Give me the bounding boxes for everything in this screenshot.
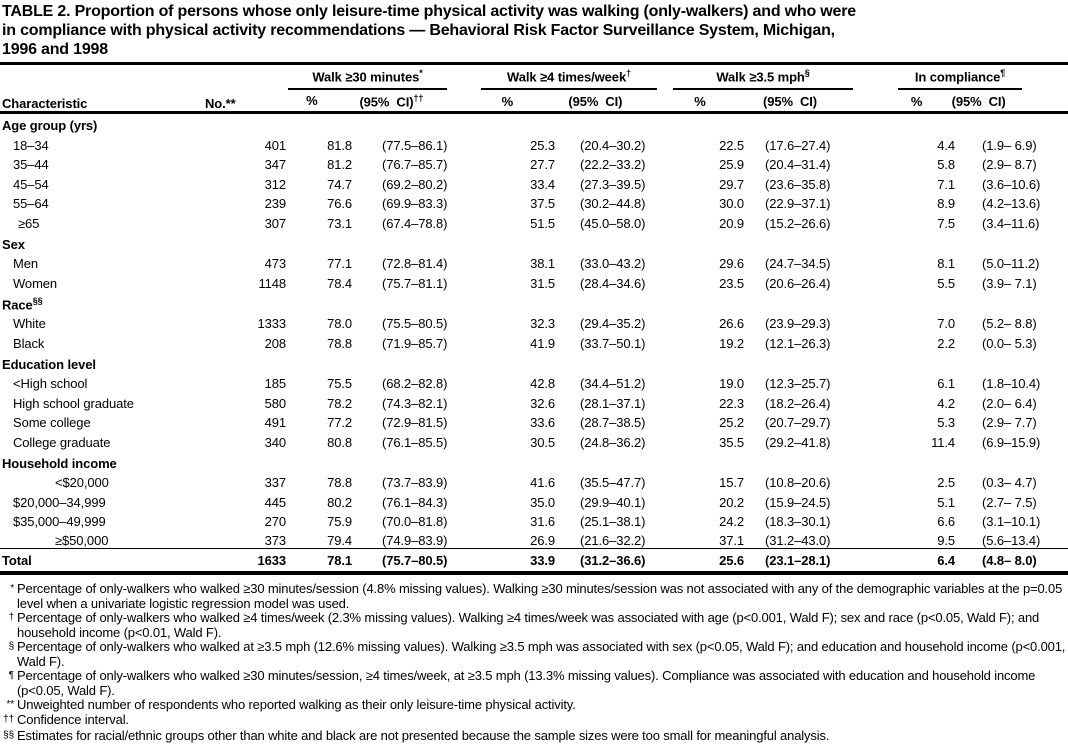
ci-value: (4.2–13.6) (982, 196, 1041, 212)
footnote-marker: †† (3, 714, 14, 726)
ci-value: (45.0–58.0) (580, 215, 646, 231)
percent-value: 20.9 (719, 215, 745, 231)
ci-value: (75.7–81.1) (382, 275, 448, 291)
ci-value: (3.1–10.1) (982, 514, 1041, 530)
percent-value: 41.9 (530, 335, 556, 351)
percent-value: 30.0 (719, 196, 745, 212)
ci-value: (74.3–82.1) (382, 395, 448, 411)
ci-value: (1.9– 6.9) (982, 137, 1037, 153)
percent-value: 79.4 (327, 533, 352, 549)
ci-value: (2.7– 7.5) (982, 494, 1037, 510)
percent-value: 77.1 (327, 256, 352, 272)
ci-value: (76.7–85.7) (382, 157, 448, 173)
ci-value: (29.2–41.8) (765, 434, 831, 450)
ci-value: (3.6–10.6) (982, 176, 1041, 192)
percent-value: 19.2 (719, 335, 745, 351)
percent-value: 8.9 (937, 196, 956, 212)
ci-value: (77.5–86.1) (382, 137, 448, 153)
table-row (0, 510, 1068, 530)
percent-value: 25.2 (719, 415, 745, 431)
row-label: Total (2, 552, 32, 568)
ci-value: (0.3– 4.7) (982, 475, 1037, 491)
footnotes (0, 580, 1068, 743)
percent-value: 22.3 (719, 395, 745, 411)
section-label: Household income (2, 455, 117, 471)
ci-value: (10.8–20.6) (765, 475, 831, 491)
sample-size: 580 (264, 395, 286, 411)
footnote (0, 640, 1068, 669)
footnote-ref: ¶ (1000, 68, 1006, 79)
ci-value: (24.7–34.5) (765, 256, 831, 272)
footnote-marker: * (10, 582, 14, 594)
footnote-marker: ** (6, 698, 14, 710)
percent-value: 11.4 (931, 434, 956, 450)
sample-size: 401 (264, 137, 286, 153)
section-label: Sex (2, 236, 25, 252)
row-label: Some college (13, 415, 91, 431)
footnote-marker: §§ (3, 729, 14, 741)
section-label: Age group (yrs) (2, 118, 98, 134)
percent-value: 9.5 (937, 533, 956, 549)
row-label: <High school (13, 376, 88, 392)
sample-size: 473 (264, 256, 286, 272)
ci-value: (20.6–26.4) (765, 275, 831, 291)
table-row (0, 271, 1068, 291)
percent-value: 15.7 (719, 475, 745, 491)
percent-header: % (306, 92, 318, 108)
footnote (0, 698, 1068, 714)
percent-value: 75.5 (327, 376, 352, 392)
empty-cell (0, 64, 205, 90)
sample-size: 307 (264, 215, 286, 231)
table-row (0, 529, 1068, 549)
footnote-marker: † (8, 611, 14, 623)
percent-value: 6.6 (937, 514, 956, 530)
row-label: White (13, 316, 46, 332)
table-title (0, 0, 1068, 59)
percent-value: 37.5 (530, 196, 556, 212)
empty-cell (205, 64, 288, 90)
section-header-row (0, 231, 1068, 252)
percent-value: 78.8 (327, 335, 352, 351)
ci-value: (28.7–38.5) (580, 415, 646, 431)
ci-value: (34.4–51.2) (580, 376, 646, 392)
percent-value: 5.8 (937, 157, 956, 173)
row-label: Women (13, 275, 58, 291)
footnote (0, 611, 1068, 640)
sub-header-row (0, 90, 1068, 113)
row-label: Black (13, 335, 45, 351)
ci-value: (5.0–11.2) (982, 256, 1040, 272)
table-row (0, 372, 1068, 392)
section-header-row (0, 291, 1068, 312)
ci-value: (75.7–80.5) (356, 549, 461, 573)
percent-value: 78.4 (327, 275, 352, 291)
characteristic-header: Characteristic (0, 90, 205, 113)
ci-value: (5.2– 8.8) (982, 316, 1037, 332)
sample-size: 491 (264, 415, 286, 431)
percent-header: % (910, 93, 923, 109)
percent-value: 4.4 (937, 137, 956, 153)
percent-value: 33.4 (530, 176, 556, 192)
ci-value: (71.9–85.7) (382, 335, 448, 351)
percent-value: 31.6 (530, 514, 556, 530)
percent-value: 5.5 (937, 275, 956, 291)
ci-value: (20.4–30.2) (580, 137, 646, 153)
footnote-ref: §§ (32, 295, 43, 306)
ci-value: (30.2–44.8) (580, 196, 646, 212)
table-row (0, 252, 1068, 272)
percent-header: % (694, 93, 706, 109)
ci-value: (20.4–31.4) (765, 157, 831, 173)
ci-value: (29.9–40.1) (580, 494, 646, 510)
title-line-3: 1996 and 1998 (2, 41, 108, 58)
percent-value: 32.6 (530, 395, 556, 411)
ci-value: (15.9–24.5) (765, 494, 831, 510)
percent-value: 2.2 (937, 335, 956, 351)
percent-value: 4.2 (937, 395, 956, 411)
percent-value: 6.4 (859, 549, 973, 573)
table-row (0, 471, 1068, 491)
sample-size: 312 (264, 176, 286, 192)
percent-value: 73.1 (327, 215, 352, 231)
row-label: 55–64 (13, 196, 49, 212)
percent-value: 29.6 (719, 256, 745, 272)
ci-value: (6.9–15.9) (982, 434, 1041, 450)
ci-value: (67.4–78.8) (382, 215, 448, 231)
ci-value: (31.2–43.0) (765, 533, 831, 549)
footnote-text: Estimates for racial/ethnic groups other than white and black are not presented because the sample sizes were too small for meaningful analysis. (17, 727, 830, 743)
title-line-2: in compliance with physical activity recommendations — Behavioral Risk Factor Surveillance System, Michigan, (2, 22, 835, 39)
no-header: No.** (205, 90, 288, 113)
ci-value: (12.3–25.7) (765, 376, 831, 392)
ci-value: (72.8–81.4) (382, 256, 448, 272)
table-row (0, 312, 1068, 332)
row-label: College graduate (13, 434, 111, 450)
ci-header: (95% CI) (763, 93, 818, 109)
percent-value: 30.5 (530, 434, 556, 450)
percent-value: 27.7 (530, 157, 556, 173)
percent-value: 33.9 (461, 549, 561, 573)
ci-value: (15.2–26.6) (765, 215, 831, 231)
ci-value: (23.9–29.3) (765, 316, 831, 332)
row-label: Men (13, 256, 38, 272)
footnote-text: Percentage of only-walkers who walked ≥30 minutes/session, ≥4 times/week, at ≥3.5 mph (13.3% missing values). Compliance was associated with education and household income (p<0.05, Wald F). (17, 667, 1036, 699)
table-row (0, 172, 1068, 192)
table-row (0, 490, 1068, 510)
section-label: Education level (2, 356, 96, 372)
ci-value: (28.4–34.6) (580, 275, 646, 291)
sample-size: 1148 (258, 275, 286, 291)
sample-size: 185 (264, 376, 286, 392)
table-row (0, 133, 1068, 153)
footnote-ref: †† (413, 92, 424, 103)
footnote-text: Unweighted number of respondents who reported walking as their only leisure-time physical activity. (17, 696, 576, 712)
percent-value: 38.1 (530, 256, 556, 272)
percent-value: 81.8 (327, 137, 352, 153)
percent-value: 51.5 (530, 215, 556, 231)
data-table (0, 62, 1068, 575)
percent-value: 78.8 (327, 475, 352, 491)
ci-value: (5.6–13.4) (982, 533, 1041, 549)
percent-value: 77.2 (327, 415, 352, 431)
row-label: $20,000–34,999 (13, 494, 106, 510)
sample-size: 270 (264, 514, 286, 530)
section-header-row (0, 351, 1068, 372)
ci-value: (35.5–47.7) (580, 475, 646, 491)
sample-size: 373 (264, 533, 286, 549)
percent-value: 7.5 (937, 215, 956, 231)
ci-value: (76.1–85.5) (382, 434, 448, 450)
ci-value: (70.0–81.8) (382, 514, 448, 530)
percent-value: 5.3 (937, 415, 956, 431)
ci-header: (95% CI) (951, 93, 1006, 109)
title-line-1: TABLE 2. Proportion of persons whose only leisure-time physical activity was walking (only-walkers) and who were (2, 3, 856, 20)
ci-value: (3.4–11.6) (982, 215, 1040, 231)
percent-value: 22.5 (719, 137, 745, 153)
ci-header: (95% CI) (568, 93, 623, 109)
ci-value: (25.1–38.1) (580, 514, 646, 530)
column-group-in-compliance: In compliance¶ (898, 68, 1022, 89)
ci-value: (24.8–36.2) (580, 434, 646, 450)
row-label: ≥65 (18, 215, 40, 231)
percent-value: 74.7 (327, 176, 352, 192)
ci-value: (0.0– 5.3) (982, 335, 1037, 351)
percent-value: 26.9 (530, 533, 556, 549)
percent-value: 25.6 (666, 549, 754, 573)
percent-value: 5.1 (937, 494, 956, 510)
ci-value: (27.3–39.5) (580, 176, 646, 192)
section-header-row (0, 450, 1068, 471)
section-header-row (0, 112, 1068, 133)
section-label: Race (2, 296, 33, 312)
percent-value: 19.0 (719, 376, 745, 392)
percent-value: 42.8 (530, 376, 556, 392)
footnote-text: Percentage of only-walkers who walked ≥4 times/week (2.3% missing values). Walking ≥4 times/week was associated with age (p<0.001, Wald F); sex and race (p<0.05, Wald F); and household income (p<0.01, Wald F). (17, 609, 1040, 641)
percent-value: 75.9 (327, 514, 352, 530)
table-row (0, 331, 1068, 351)
footnote-marker: § (8, 640, 14, 652)
row-label: 35–44 (13, 157, 49, 173)
percent-value: 31.5 (530, 275, 556, 291)
table-body (0, 112, 1068, 573)
percent-value: 80.8 (327, 434, 352, 450)
footnote-ref: § (804, 68, 810, 79)
ci-value: (23.6–35.8) (765, 176, 831, 192)
footnote-ref: * (419, 68, 423, 79)
column-group-walk-4-times-week: Walk ≥4 times/week† (481, 68, 657, 89)
ci-value: (29.4–35.2) (580, 316, 646, 332)
ci-value: (33.7–50.1) (580, 335, 646, 351)
ci-value: (69.2–80.2) (382, 176, 448, 192)
ci-value: (12.1–26.3) (765, 335, 831, 351)
row-label: ≥$50,000 (55, 533, 109, 549)
footnote-text: Confidence interval. (17, 712, 129, 728)
ci-value: (21.6–32.2) (580, 533, 646, 549)
row-label: <$20,000 (55, 475, 109, 491)
ci-header: (95% CI)†† (359, 92, 424, 109)
percent-header: % (501, 93, 514, 109)
ci-value: (23.1–28.1) (754, 549, 859, 573)
table-row (0, 192, 1068, 212)
percent-value: 78.1 (288, 549, 356, 573)
percent-value: 2.5 (937, 475, 956, 491)
percent-value: 23.5 (719, 275, 745, 291)
footnote (0, 713, 1068, 729)
percent-value: 7.0 (937, 316, 956, 332)
total-row (0, 549, 1068, 573)
footnote (0, 582, 1068, 611)
table-row (0, 211, 1068, 231)
percent-value: 6.1 (937, 376, 956, 392)
ci-value: (18.2–26.4) (765, 395, 831, 411)
ci-value: (2.0– 6.4) (982, 395, 1037, 411)
percent-value: 41.6 (530, 475, 556, 491)
table-row (0, 153, 1068, 173)
ci-value: (68.2–82.8) (382, 376, 448, 392)
ci-value: (69.9–83.3) (382, 196, 448, 212)
footnote-ref: † (626, 68, 631, 79)
row-label: $35,000–49,999 (13, 514, 106, 530)
percent-value: 78.0 (327, 316, 352, 332)
footnote (0, 669, 1068, 698)
ci-value: (31.2–36.6) (561, 549, 666, 573)
sample-size: 445 (264, 494, 286, 510)
row-label: 18–34 (13, 137, 49, 153)
footnote-marker: ¶ (8, 669, 14, 681)
footnote (0, 729, 1068, 744)
ci-value: (73.7–83.9) (382, 475, 448, 491)
ci-value: (22.9–37.1) (765, 196, 831, 212)
ci-value: (33.0–43.2) (580, 256, 646, 272)
percent-value: 33.6 (530, 415, 556, 431)
ci-value: (74.9–83.9) (382, 533, 448, 549)
column-group-walk-30-minutes: Walk ≥30 minutes* (288, 68, 447, 89)
table-row (0, 411, 1068, 431)
column-group-row (0, 64, 1068, 90)
column-group-walk-3-5-mph: Walk ≥3.5 mph§ (673, 68, 853, 89)
row-label: High school graduate (13, 395, 134, 411)
sample-size: 1333 (257, 316, 286, 332)
percent-value: 35.0 (530, 494, 556, 510)
percent-value: 24.2 (719, 514, 745, 530)
percent-value: 25.3 (530, 137, 556, 153)
sample-size: 208 (264, 335, 286, 351)
table-row (0, 391, 1068, 411)
ci-value: (1.8–10.4) (982, 376, 1041, 392)
ci-value: (4.8– 8.0) (973, 549, 1068, 573)
footnote-text: Percentage of only-walkers who walked ≥30 minutes/session (4.8% missing values). Walking ≥30 minutes/session was not associated with any of the demographic variables at the p=0.05 level when a univariate logistic regression model was used. (17, 580, 1063, 612)
sample-size: 1633 (205, 549, 288, 573)
ci-value: (28.1–37.1) (580, 395, 646, 411)
percent-value: 80.2 (327, 494, 352, 510)
table-header (0, 64, 1068, 113)
ci-value: (76.1–84.3) (382, 494, 448, 510)
ci-value: (20.7–29.7) (765, 415, 831, 431)
table-row (0, 430, 1068, 450)
percent-value: 25.9 (719, 157, 745, 173)
ci-value: (3.9– 7.1) (982, 275, 1037, 291)
percent-value: 29.7 (719, 176, 745, 192)
percent-value: 32.3 (530, 316, 556, 332)
percent-value: 8.1 (937, 256, 956, 272)
percent-value: 78.2 (327, 395, 352, 411)
ci-value: (75.5–80.5) (382, 316, 448, 332)
ci-value: (2.9– 7.7) (982, 415, 1037, 431)
row-label: 45–54 (13, 176, 49, 192)
percent-value: 76.6 (327, 196, 352, 212)
percent-value: 26.6 (719, 316, 745, 332)
ci-value: (2.9– 8.7) (982, 157, 1037, 173)
percent-value: 35.5 (719, 434, 745, 450)
sample-size: 340 (264, 434, 286, 450)
sample-size: 347 (264, 157, 286, 173)
ci-value: (18.3–30.1) (765, 514, 831, 530)
ci-value: (72.9–81.5) (382, 415, 448, 431)
sample-size: 337 (264, 475, 286, 491)
ci-value: (17.6–27.4) (765, 137, 831, 153)
percent-value: 81.2 (327, 157, 352, 173)
percent-value: 7.1 (937, 176, 956, 192)
sample-size: 239 (264, 196, 286, 212)
percent-value: 20.2 (719, 494, 745, 510)
percent-value: 37.1 (719, 533, 745, 549)
footnote-text: Percentage of only-walkers who walked at ≥3.5 mph (12.6% missing values). Walking ≥3.5 mph was associated with sex (p<0.05, Wald F); and education and household income (p<0.001, Wald F). (17, 638, 1066, 670)
ci-value: (22.2–33.2) (580, 157, 646, 173)
